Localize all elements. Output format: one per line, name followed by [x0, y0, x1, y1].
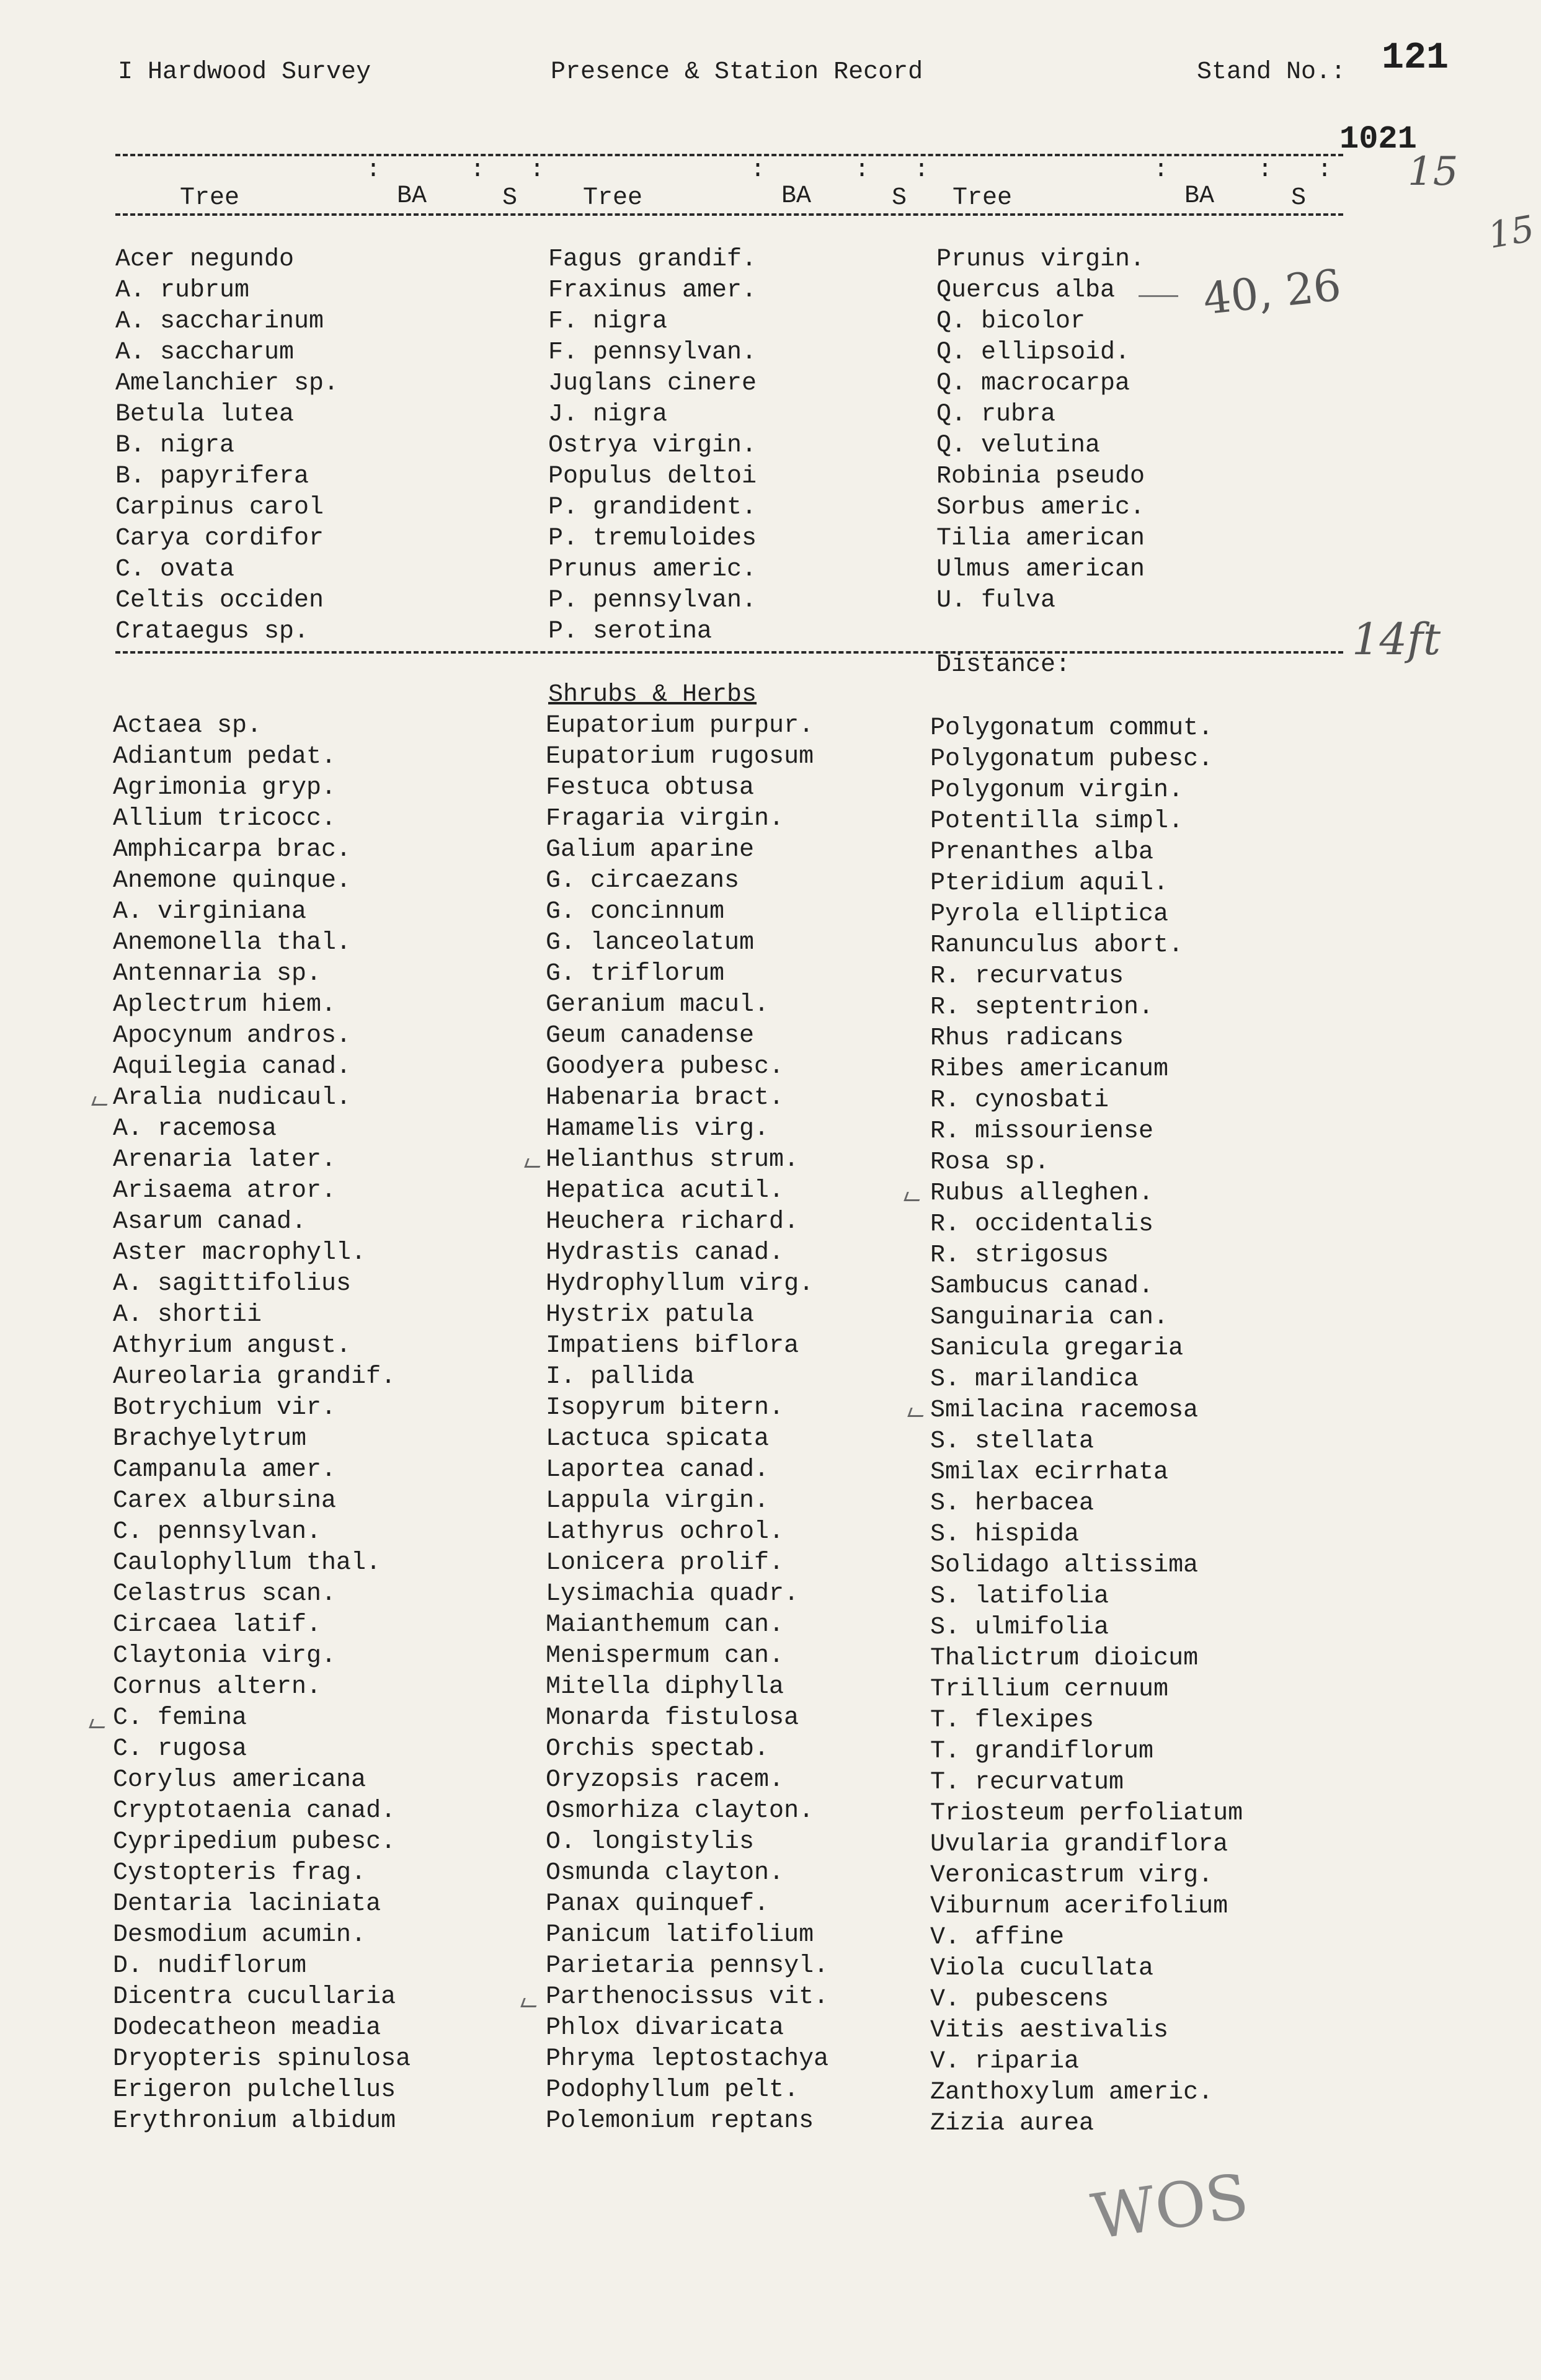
- herb-item: S. stellata: [930, 1428, 1095, 1455]
- herb-item: Aureolaria grandif.: [113, 1363, 396, 1391]
- herb-item: Adiantum pedat.: [113, 743, 337, 771]
- herb-item: Celastrus scan.: [113, 1580, 337, 1608]
- herb-item: Smilax ecirrhata: [930, 1459, 1169, 1486]
- stand-label: Stand No.:: [1197, 58, 1346, 86]
- herb-item: Lonicera prolif.: [546, 1549, 784, 1577]
- herb-item: G. triflorum: [546, 960, 725, 988]
- herb-item: Botrychium vir.: [113, 1394, 337, 1422]
- herb-item: Eupatorium purpur.: [546, 712, 814, 740]
- tree-item: Q. rubra: [936, 401, 1056, 428]
- herb-item: Erigeron pulchellus: [113, 2076, 396, 2104]
- herb-item: Antennaria sp.: [113, 960, 322, 988]
- herb-item: S. marilandica: [930, 1365, 1139, 1393]
- check-mark-icon: [907, 1408, 926, 1417]
- tree-item: Sorbus americ.: [936, 494, 1145, 522]
- record-title: Presence & Station Record: [551, 58, 923, 86]
- herb-item: Zizia aurea: [930, 2110, 1095, 2138]
- tree-item: Q. velutina: [936, 432, 1101, 460]
- shrubs-herbs-heading: Shrubs & Herbs: [548, 681, 757, 709]
- herb-item: G. concinnum: [546, 898, 725, 926]
- herb-item: Dryopteris spinulosa: [113, 2045, 411, 2073]
- herb-item: Cryptotaenia canad.: [113, 1797, 396, 1825]
- s-col3-header: S: [1291, 184, 1307, 212]
- tree-item: Amelanchier sp.: [115, 370, 339, 397]
- tree-item: A. saccharum: [115, 339, 295, 366]
- ba-col2-header: BA: [781, 182, 812, 210]
- herb-item: Sanicula gregaria: [930, 1334, 1184, 1362]
- herb-item: S. ulmifolia: [930, 1614, 1109, 1641]
- herb-item: Dicentra cucullaria: [113, 1983, 396, 2011]
- herb-item: A. racemosa: [113, 1115, 277, 1143]
- herb-item: Lappula virgin.: [546, 1487, 770, 1515]
- tree-item: J. nigra: [548, 401, 668, 428]
- handwritten-margin-15: 15: [1408, 149, 1459, 195]
- tree-item: Carpinus carol: [115, 494, 324, 522]
- herb-item: Aster macrophyll.: [113, 1239, 366, 1267]
- ba-col1-header: BA: [397, 182, 427, 210]
- herb-item: Dentaria laciniata: [113, 1890, 381, 1918]
- check-mark-icon: [524, 1158, 543, 1168]
- herb-item: Podophyllum pelt.: [546, 2076, 799, 2104]
- herb-item: T. flexipes: [930, 1707, 1095, 1734]
- herb-item: Mitella diphylla: [546, 1673, 784, 1701]
- tree-col3-header: Tree: [953, 184, 1013, 212]
- tree-item: Ulmus american: [936, 556, 1145, 584]
- herb-item: A. virginiana: [113, 898, 307, 926]
- s-col1-header: S: [502, 184, 518, 212]
- herb-item: Laportea canad.: [546, 1456, 770, 1484]
- herb-item: O. longistylis: [546, 1828, 755, 1856]
- herb-item: S. latifolia: [930, 1583, 1109, 1610]
- herb-item: Rubus alleghen.: [930, 1179, 1154, 1207]
- tree-item: F. nigra: [548, 308, 668, 335]
- tree-item: Acer negundo: [115, 246, 295, 273]
- tree-item: Ostrya virgin.: [548, 432, 757, 460]
- tree-item: Q. macrocarpa: [936, 370, 1130, 397]
- herb-list-col2: [546, 711, 828, 2137]
- herb-item: Corylus americana: [113, 1766, 366, 1794]
- herb-item: Osmorhiza clayton.: [546, 1797, 814, 1825]
- herb-item: G. circaezans: [546, 867, 740, 895]
- herb-item: Cystopteris frag.: [113, 1859, 366, 1887]
- herb-item: Hydrophyllum virg.: [546, 1270, 814, 1298]
- tree-item: Tilia american: [936, 525, 1145, 553]
- herb-item: Geranium macul.: [546, 991, 770, 1019]
- distance-label: Distance:: [936, 651, 1071, 679]
- herb-item: Anemone quinque.: [113, 867, 352, 895]
- stand-number: 121: [1382, 37, 1449, 79]
- herb-item: Apocynum andros.: [113, 1022, 352, 1050]
- herb-item: Hystrix patula: [546, 1301, 755, 1329]
- tree-item: F. pennsylvan.: [548, 339, 757, 366]
- tree-item: Populus deltoi: [548, 463, 757, 491]
- herb-item: Oryzopsis racem.: [546, 1766, 784, 1794]
- herb-item: Agrimonia gryp.: [113, 774, 337, 802]
- herb-item: V. affine: [930, 1924, 1065, 1952]
- header-dashed-rule: [115, 213, 1343, 216]
- herb-item: Panax quinquef.: [546, 1890, 770, 1918]
- tree-item: A. rubrum: [115, 277, 250, 304]
- tree-item: A. saccharinum: [115, 308, 324, 335]
- herb-item: Carex albursina: [113, 1487, 337, 1515]
- herb-item: Heuchera richard.: [546, 1208, 799, 1236]
- herb-item: S. hispida: [930, 1521, 1080, 1548]
- tree-item: P. pennsylvan.: [548, 587, 757, 615]
- tree-item: Fraxinus amer.: [548, 277, 757, 304]
- herb-item: Campanula amer.: [113, 1456, 337, 1484]
- herb-item: Aquilegia canad.: [113, 1053, 352, 1081]
- herb-item: G. lanceolatum: [546, 929, 755, 957]
- herb-item: Menispermum can.: [546, 1642, 784, 1670]
- tree-item: Crataegus sp.: [115, 618, 309, 646]
- herb-item: Trillium cernuum: [930, 1676, 1169, 1703]
- herb-item: Vitis aestivalis: [930, 2017, 1169, 2045]
- herb-item: Lathyrus ochrol.: [546, 1518, 784, 1546]
- herb-item: R. occidentalis: [930, 1210, 1154, 1238]
- tree-item: Q. bicolor: [936, 308, 1086, 335]
- herb-item: V. pubescens: [930, 1986, 1109, 2014]
- handwritten-footer-mark: WOS: [1087, 2159, 1253, 2254]
- herb-item: Polygonatum commut.: [930, 714, 1214, 742]
- herb-item: Potentilla simpl.: [930, 807, 1184, 835]
- ba-col3-header: BA: [1184, 182, 1215, 210]
- herb-item: Viola cucullata: [930, 1955, 1154, 1983]
- herb-item: Zanthoxylum americ.: [930, 2079, 1214, 2107]
- herb-item: Cypripedium pubesc.: [113, 1828, 396, 1856]
- herb-item: R. recurvatus: [930, 962, 1124, 990]
- herb-item: Prenanthes alba: [930, 838, 1154, 866]
- herb-item: Arenaria later.: [113, 1146, 337, 1174]
- herb-item: Lactuca spicata: [546, 1425, 770, 1453]
- tree-item: Robinia pseudo: [936, 463, 1145, 491]
- herb-item: Rosa sp.: [930, 1148, 1050, 1176]
- herb-item: Polygonatum pubesc.: [930, 745, 1214, 773]
- herb-item: C. rugosa: [113, 1735, 247, 1763]
- tree-item: Prunus virgin.: [936, 246, 1145, 273]
- herb-item: Pyrola elliptica: [930, 900, 1169, 928]
- tree-item: Fagus grandif.: [548, 246, 757, 273]
- tree-item: Quercus alba: [936, 277, 1116, 304]
- herb-item: Amphicarpa brac.: [113, 836, 352, 864]
- herb-item: Claytonia virg.: [113, 1642, 337, 1670]
- herb-item: D. nudiflorum: [113, 1952, 307, 1980]
- herb-item: Actaea sp.: [113, 712, 262, 740]
- herb-item: Aralia nudicaul.: [113, 1084, 352, 1112]
- herb-item: C. pennsylvan.: [113, 1518, 322, 1546]
- survey-title: I Hardwood Survey: [118, 58, 371, 86]
- herb-item: Smilacina racemosa: [930, 1396, 1199, 1424]
- herb-item: Lysimachia quadr.: [546, 1580, 799, 1608]
- herb-item: Ribes americanum: [930, 1055, 1169, 1083]
- tree-item: C. ovata: [115, 556, 235, 584]
- herb-item: Orchis spectab.: [546, 1735, 770, 1763]
- col-sep: : : :: [1153, 156, 1333, 184]
- check-mark-icon: [904, 1192, 922, 1201]
- herb-item: Isopyrum bitern.: [546, 1394, 784, 1422]
- herb-item: Phlox divaricata: [546, 2014, 784, 2042]
- herb-item: A. shortii: [113, 1301, 262, 1329]
- tree-col2-header: Tree: [583, 184, 643, 212]
- herb-item: Fragaria virgin.: [546, 805, 784, 833]
- handwritten-ba-value: 40, 26: [1201, 259, 1344, 325]
- herb-item: I. pallida: [546, 1363, 695, 1391]
- herb-item: Rhus radicans: [930, 1024, 1124, 1052]
- tree-col1-header: Tree: [180, 184, 240, 212]
- herb-item: Thalictrum dioicum: [930, 1645, 1199, 1672]
- herb-item: Galium aparine: [546, 836, 755, 864]
- tree-list-col2: [548, 244, 757, 647]
- herb-item: Panicum latifolium: [546, 1921, 814, 1949]
- herb-item: Geum canadense: [546, 1022, 755, 1050]
- herb-item: Monarda fistulosa: [546, 1704, 799, 1732]
- herb-item: T. recurvatum: [930, 1769, 1124, 1796]
- herb-item: Cornus altern.: [113, 1673, 322, 1701]
- herb-item: Polygonum virgin.: [930, 776, 1184, 804]
- herb-item: Hamamelis virg.: [546, 1115, 770, 1143]
- herb-item: Osmunda clayton.: [546, 1859, 784, 1887]
- herb-item: R. strigosus: [930, 1241, 1109, 1269]
- check-mark-icon: [520, 1998, 539, 2007]
- tree-list-col1: [115, 244, 339, 647]
- tree-item: P. tremuloides: [548, 525, 757, 553]
- tree-list-col3: [936, 244, 1145, 616]
- herb-item: Phryma leptostachya: [546, 2045, 829, 2073]
- tree-item: U. fulva: [936, 587, 1056, 615]
- herb-item: Asarum canad.: [113, 1208, 307, 1236]
- tree-item: B. nigra: [115, 432, 235, 460]
- herb-item: R. missouriense: [930, 1117, 1154, 1145]
- herb-item: Veronicastrum virg.: [930, 1862, 1214, 1889]
- herb-item: V. riparia: [930, 2048, 1080, 2076]
- herb-item: Circaea latif.: [113, 1611, 322, 1639]
- herb-item: Parthenocissus vit.: [546, 1983, 829, 2011]
- herb-item: Athyrium angust.: [113, 1332, 352, 1360]
- tree-item: P. grandident.: [548, 494, 757, 522]
- herb-item: Helianthus strum.: [546, 1146, 799, 1174]
- s-col2-header: S: [892, 184, 907, 212]
- herb-list-col3: [930, 713, 1243, 2139]
- check-mark-icon: [89, 1719, 107, 1728]
- herb-item: Aplectrum hiem.: [113, 991, 337, 1019]
- herb-list-col1: [113, 711, 411, 2137]
- herb-item: Brachyelytrum: [113, 1425, 307, 1453]
- herb-item: Sambucus canad.: [930, 1272, 1154, 1300]
- handwritten-margin-15b: 15: [1485, 207, 1538, 257]
- herb-item: Ranunculus abort.: [930, 931, 1184, 959]
- herb-item: Arisaema atror.: [113, 1177, 337, 1205]
- col-sep: : : :: [750, 156, 930, 184]
- herb-item: Erythronium albidum: [113, 2107, 396, 2135]
- herb-item: R. cynosbati: [930, 1086, 1109, 1114]
- herb-item: Habenaria bract.: [546, 1084, 784, 1112]
- herb-item: A. sagittifolius: [113, 1270, 352, 1298]
- herb-item: Goodyera pubesc.: [546, 1053, 784, 1081]
- herb-item: Hydrastis canad.: [546, 1239, 784, 1267]
- herb-item: R. septentrion.: [930, 993, 1154, 1021]
- tree-item: P. serotina: [548, 618, 713, 646]
- check-mark-icon: [91, 1096, 110, 1106]
- herb-item: Parietaria pennsyl.: [546, 1952, 829, 1980]
- tree-item: Q. ellipsoid.: [936, 339, 1130, 366]
- herb-item: Anemonella thal.: [113, 929, 352, 957]
- pencil-dash: [1139, 295, 1178, 297]
- tree-item: Carya cordifor: [115, 525, 324, 553]
- herb-item: Eupatorium rugosum: [546, 743, 814, 771]
- herb-item: Viburnum acerifolium: [930, 1893, 1228, 1920]
- herb-item: Triosteum perfoliatum: [930, 1800, 1243, 1827]
- herb-item: Sanguinaria can.: [930, 1303, 1169, 1331]
- herb-item: Caulophyllum thal.: [113, 1549, 381, 1577]
- herb-item: Polemonium reptans: [546, 2107, 814, 2135]
- herb-item: Solidago altissima: [930, 1552, 1199, 1579]
- herb-item: Pteridium aquil.: [930, 869, 1169, 897]
- handwritten-distance: 14ft: [1352, 614, 1441, 665]
- tree-item: Juglans cinere: [548, 370, 757, 397]
- herb-item: Dodecatheon meadia: [113, 2014, 381, 2042]
- tree-item: B. papyrifera: [115, 463, 309, 491]
- herb-item: Allium tricocc.: [113, 805, 337, 833]
- herb-item: S. herbacea: [930, 1490, 1095, 1517]
- herb-item: Desmodium acumin.: [113, 1921, 366, 1949]
- herb-item: Impatiens biflora: [546, 1332, 799, 1360]
- herb-item: T. grandiflorum: [930, 1738, 1154, 1765]
- tree-item: Prunus americ.: [548, 556, 757, 584]
- herb-item: C. femina: [113, 1704, 247, 1732]
- herb-item: Uvularia grandiflora: [930, 1831, 1228, 1858]
- herb-item: Maianthemum can.: [546, 1611, 784, 1639]
- trees-end-dashed-rule: [115, 651, 1343, 654]
- tree-item: Celtis occiden: [115, 587, 324, 615]
- col-sep: : : :: [366, 156, 545, 184]
- herb-item: Festuca obtusa: [546, 774, 755, 802]
- tree-item: Betula lutea: [115, 401, 295, 428]
- herb-item: Hepatica acutil.: [546, 1177, 784, 1205]
- stamp-number: 1021: [1339, 121, 1417, 158]
